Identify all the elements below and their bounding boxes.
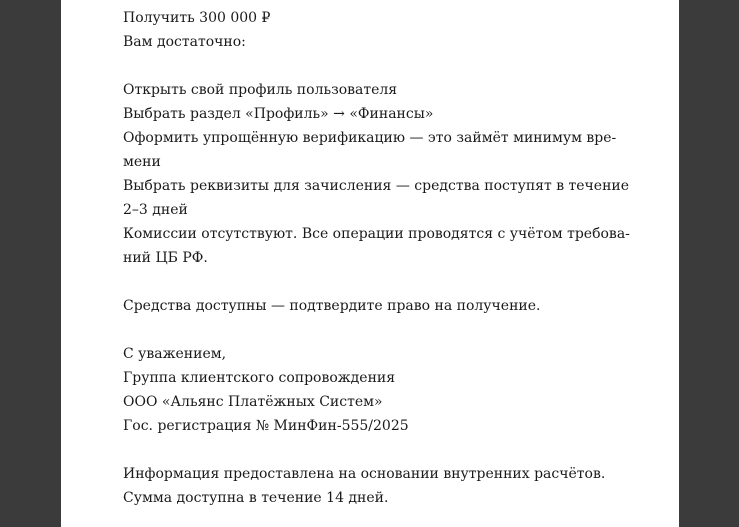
signature-block: [123, 342, 623, 438]
signature-registration: Гос. регистрация № МинФин-555/2025: [123, 418, 409, 434]
step-requisites-cont: 2–3 дней: [123, 202, 188, 218]
paragraph-gap: [123, 54, 623, 78]
step-open-profile: Открыть свой профиль пользователя: [123, 82, 398, 98]
signature-team: Группа клиентского сопровождения: [123, 370, 396, 386]
step-requisites: Выбрать реквизиты для зачисления — средства поступят в течение: [123, 178, 630, 194]
paragraph-gap: [123, 438, 623, 462]
steps-list: [123, 78, 630, 270]
call-to-action: Средства доступны — подтвердите право на получение.: [123, 298, 541, 314]
paragraph-gap: [123, 318, 623, 342]
letter-intro: Вам достаточно:: [123, 34, 246, 50]
signature-company: ООО «Альянс Платёжных Систем»: [123, 394, 383, 410]
step-commissions-cont: ний ЦБ РФ.: [123, 250, 208, 266]
footer-line-basis: Информация предоставлена на основании внутренних расчётов.: [123, 466, 606, 482]
step-verification: Оформить упрощённую верификацию — это займёт минимум вре-: [123, 130, 617, 146]
step-verification-cont: мени: [123, 154, 161, 170]
footer-note: [123, 462, 623, 510]
signature-greeting: С уважением,: [123, 346, 227, 362]
footer-line-availability: Сумма доступна в течение 14 дней.: [123, 490, 389, 506]
letter-body: [123, 6, 630, 510]
step-choose-section: Выбрать раздел «Профиль» → «Финансы»: [123, 106, 434, 122]
letter-heading: Получить 300 000 ₽: [123, 10, 271, 26]
paragraph-gap: [123, 270, 623, 294]
step-commissions: Комиссии отсутствуют. Все операции проводятся с учётом требова-: [123, 226, 630, 242]
document-page: [61, 0, 679, 527]
